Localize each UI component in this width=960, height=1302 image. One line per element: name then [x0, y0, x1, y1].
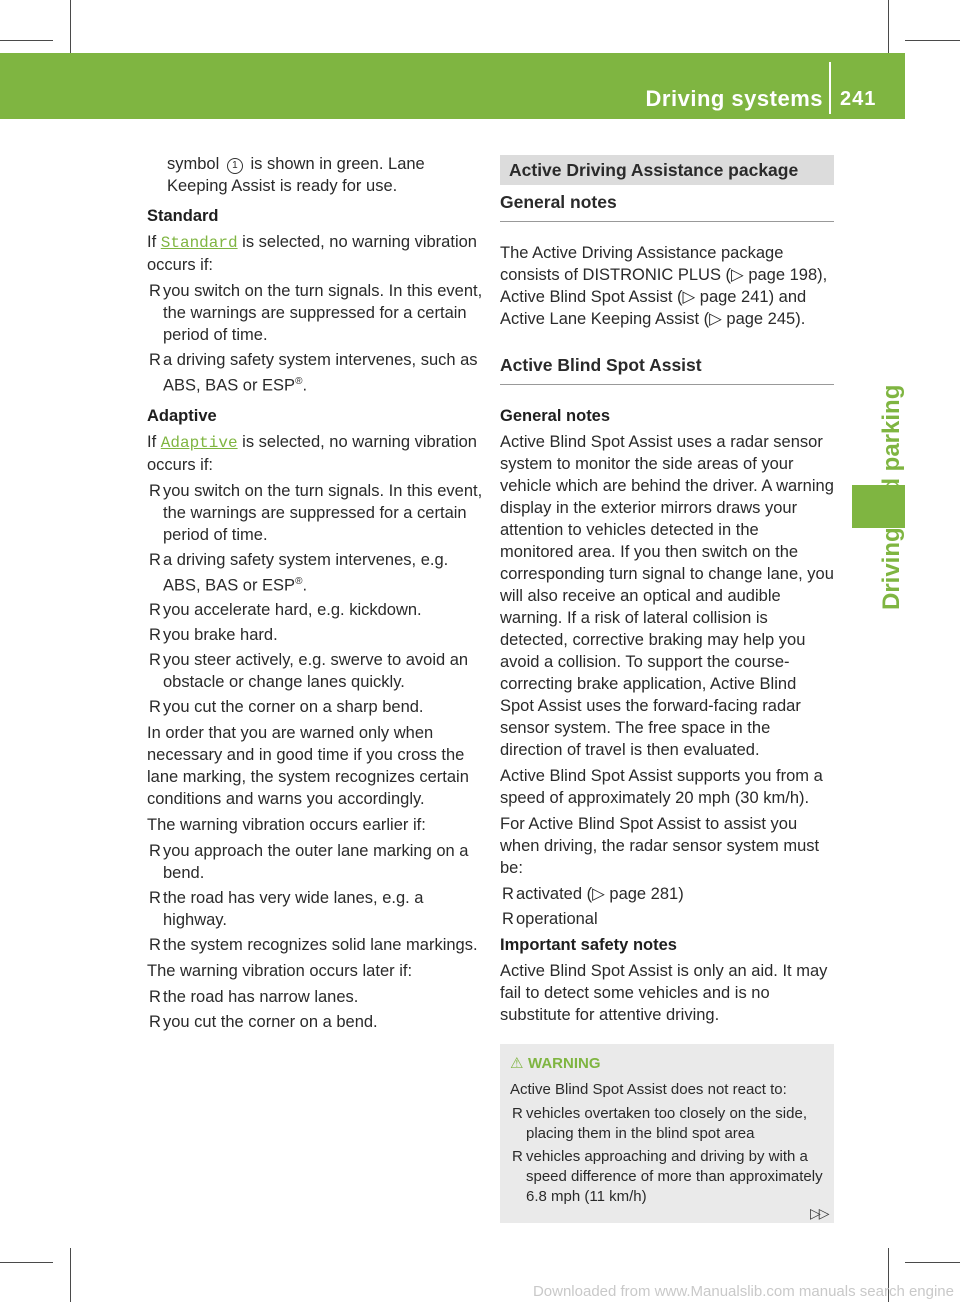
list-item: R the road has very wide lanes, e.g. a highway. [149, 889, 424, 929]
chapter-marker [852, 485, 905, 528]
list-item: R a driving safety system intervenes, e.g. ABS, BAS or ESP®. [149, 550, 449, 594]
list-item: R you switch on the turn signals. In this event, the warnings are suppressed for a certain period of time. [149, 282, 483, 344]
crop-mark [0, 40, 53, 41]
absa-paragraph-3: For Active Blind Spot Assist to assist you when driving, the radar sensor system must be: [500, 815, 820, 877]
adaptive-setting-label: Adaptive [160, 433, 238, 452]
callout-number-icon: 1 [227, 158, 243, 174]
section-heading: Active Driving Assistance package [500, 155, 834, 185]
list-item: R you brake hard. [149, 626, 278, 644]
chapter-side-tab [852, 140, 905, 610]
warning-title: ⚠ WARNING [510, 1055, 601, 1072]
list-item: R activated (▷ page 281) [502, 885, 684, 903]
list-item: R a driving safety system intervenes, such as ABS, BAS or ESP®. [149, 351, 478, 395]
continue-arrow-icon: ▷▷ [810, 1205, 828, 1221]
intro-paragraph: symbol 1 is shown in green. Lane Keeping Assist is ready for use. [167, 155, 425, 195]
header-title: Driving systems [645, 86, 823, 111]
package-paragraph: The Active Driving Assistance package consists of DISTRONIC PLUS (▷ page 198), Active Blind Spot Assist (▷ page 241) and Active Lane Keeping Assist (▷ page 245). [500, 244, 828, 328]
list-item: R you cut the corner on a bend. [149, 1013, 378, 1031]
standard-list [147, 280, 483, 397]
left-column [147, 153, 483, 1037]
adaptive-heading: Adaptive [147, 406, 217, 425]
list-item: R you steer actively, e.g. swerve to avoid an obstacle or change lanes quickly. [149, 651, 469, 691]
list-item: R you switch on the turn signals. In this event, the warnings are suppressed for a certain period of time. [149, 481, 483, 544]
blind-spot-heading: Active Blind Spot Assist [500, 348, 834, 385]
earlier-list [147, 840, 483, 956]
list-item: R operational [502, 910, 598, 928]
standard-paragraph: If Standard is selected, no warning vibration occurs if: [147, 233, 477, 274]
adaptive-list [147, 480, 483, 719]
absa-paragraph-2: Active Blind Spot Assist supports you from a speed of approximately 20 mph (30 km/h). [500, 767, 823, 807]
warning-intro: Active Blind Spot Assist does not react to: [510, 1081, 787, 1098]
warning-list [510, 1104, 824, 1207]
right-column [500, 153, 834, 1223]
list-item: R vehicles overtaken too closely on the side, placing them in the blind spot area [512, 1105, 807, 1142]
crop-mark [70, 0, 71, 53]
absa-paragraph-1: Active Blind Spot Assist uses a radar sensor system to monitor the side areas of your vehicle which are behind the driver. A warning display in the exterior mirrors draws your attention to vehicles detected in the monitored area. If you then switch on the corresponding turn signal to change lane, you will also receive an optical and audible warning. If a risk of lateral collision is detected, corrective braking may help you avoid a collision. To support the course-correcting brake application, Active Blind Spot Assist uses the forward-facing radar sensor system. The free space in the direction of travel is then evaluated. [500, 433, 834, 759]
later-list [147, 986, 483, 1033]
warning-box [500, 1044, 834, 1223]
crop-mark [888, 0, 889, 53]
safety-paragraph: Active Blind Spot Assist is only an aid. It may fail to detect some vehicles and is no substitute for attentive driving. [500, 962, 828, 1024]
absa-general-notes-heading: General notes [500, 407, 611, 425]
absa-list [500, 883, 834, 930]
standard-heading: Standard [147, 207, 219, 225]
general-notes-heading: General notes [500, 185, 834, 222]
earlier-paragraph: The warning vibration occurs earlier if: [147, 816, 426, 834]
crop-mark [905, 40, 960, 41]
order-paragraph: In order that you are warned only when necessary and in good time if you cross the lane marking, the system recognizes certain conditions and warns you accordingly. [147, 724, 469, 808]
crop-mark [70, 1248, 71, 1302]
crop-mark [905, 1262, 960, 1263]
warning-triangle-icon: ⚠ [510, 1055, 524, 1072]
list-item: R you approach the outer lane marking on a bend. [149, 842, 469, 882]
header-divider [829, 62, 831, 114]
safety-heading: Important safety notes [500, 936, 677, 954]
standard-setting-label: Standard [160, 234, 238, 252]
list-item: R the road has narrow lanes. [149, 988, 359, 1006]
later-paragraph: The warning vibration occurs later if: [147, 962, 413, 980]
list-item: R you accelerate hard, e.g. kickdown. [149, 601, 422, 619]
page-number: 241 [840, 88, 877, 110]
footer-watermark: Downloaded from www.Manualslib.com manuals search engine [532, 1283, 954, 1300]
crop-mark [0, 1262, 53, 1263]
list-item: R the system recognizes solid lane markings. [149, 936, 478, 954]
list-item: R vehicles approaching and driving by with a speed difference of more than approximately 6.8 mph (11 km/h) [512, 1148, 823, 1205]
adaptive-paragraph: If Adaptive is selected, no warning vibration occurs if: [147, 432, 477, 474]
list-item: R you cut the corner on a sharp bend. [149, 698, 424, 716]
